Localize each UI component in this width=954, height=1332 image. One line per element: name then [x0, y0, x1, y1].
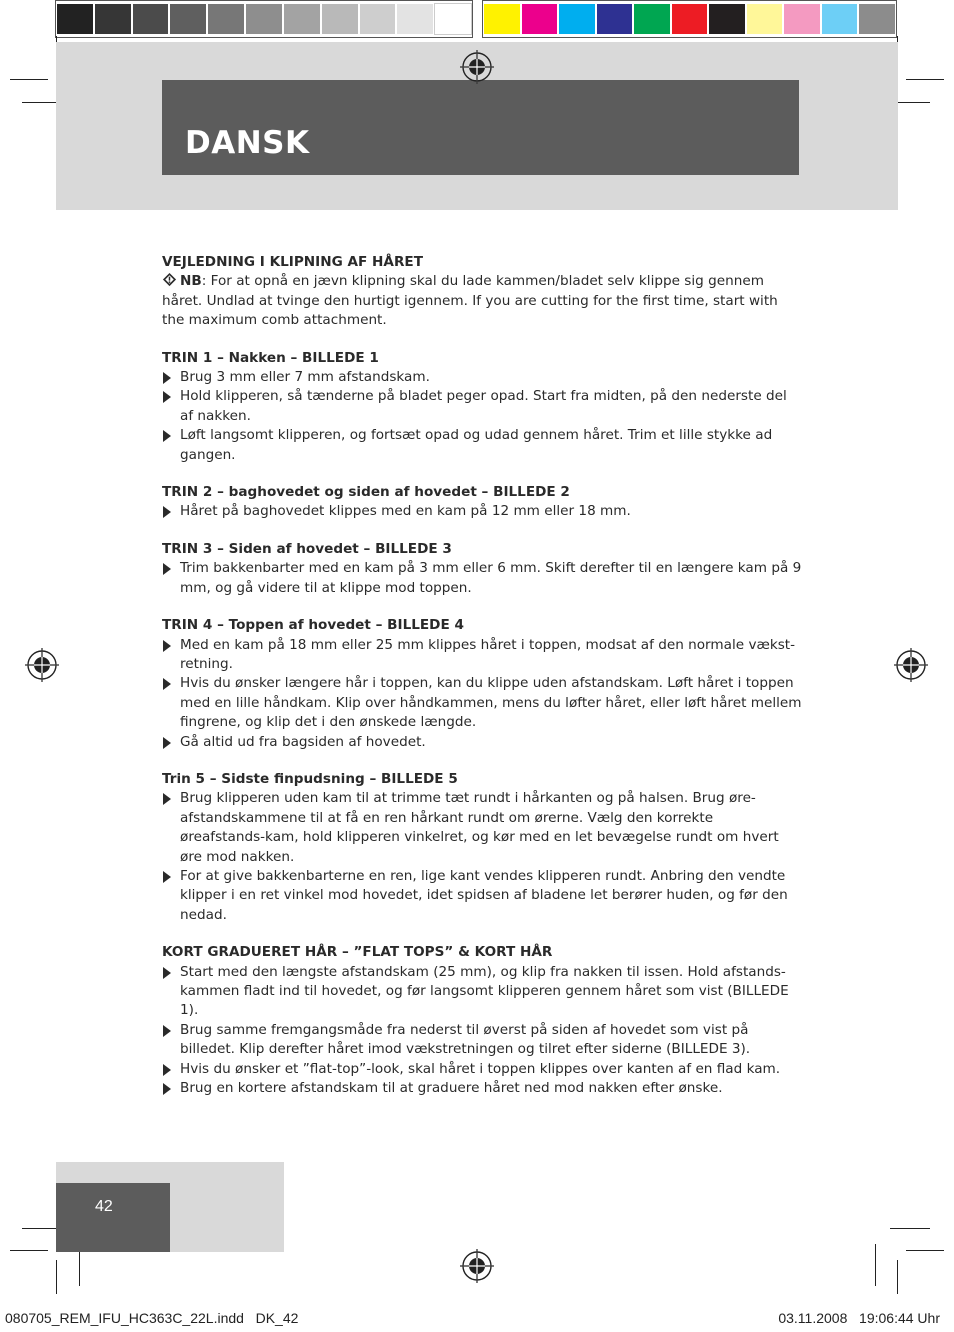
list-item-text: Hvis du ønsker et ”flat-top”-look, skal håret i toppen klippes over kanten af en flad kam.	[180, 1060, 781, 1077]
list-item	[162, 733, 802, 752]
section-step-1	[162, 349, 802, 465]
bullet-arrow-icon	[163, 372, 171, 384]
section-heading: KORT GRADUERET HÅR – ”FLAT TOPS” & KORT HÅR	[162, 944, 553, 961]
section-guide	[162, 253, 802, 331]
color-swatch	[859, 4, 895, 34]
list-item-text: Med en kam på 18 mm eller 25 mm klippes håret i toppen, modsat af den normale vækst-retning.	[180, 636, 796, 672]
color-swatch	[634, 4, 670, 34]
list-item	[162, 674, 802, 732]
crop-mark	[56, 1260, 57, 1294]
list-item	[162, 789, 802, 867]
footer-timestamp: 03.11.2008 19:06:44 Uhr	[778, 1310, 940, 1326]
bullet-arrow-icon	[163, 1025, 171, 1037]
registration-mark-icon	[894, 648, 928, 682]
color-swatch	[597, 4, 633, 34]
list-item	[162, 1021, 802, 1060]
list-item	[162, 426, 802, 465]
registration-mark-icon	[460, 50, 494, 84]
section-flat-tops	[162, 943, 802, 1098]
bullet-arrow-icon	[163, 563, 171, 575]
color-swatch	[484, 4, 520, 34]
color-swatch	[133, 4, 169, 34]
color-swatch	[57, 4, 93, 34]
section-step-2	[162, 483, 802, 522]
list-item-text: Hold klipperen, så tænderne på bladet peger opad. Start fra midten, på den nederste del af nakken.	[180, 388, 787, 424]
section-heading: VEJLEDNING I KLIPNING AF HÅRET	[162, 254, 423, 270]
section-heading: TRIN 1 – Nakken – BILLEDE 1	[162, 349, 379, 366]
color-swatch	[284, 4, 320, 34]
section-step-5	[162, 770, 802, 925]
bullet-arrow-icon	[163, 1083, 171, 1095]
list-item-text: For at give bakkenbarterne en ren, lige kant vendes klipperen rundt. Anbring den vendte klipper i en ret vinkel mod hovedet, idet spidsen af bladene let berører huden, og før den nedad.	[180, 867, 788, 923]
color-swatch	[397, 4, 433, 34]
warning-icon	[162, 272, 177, 287]
instructions-content	[162, 253, 802, 1116]
bullet-arrow-icon	[163, 430, 171, 442]
list-item	[162, 1079, 802, 1098]
crop-mark	[897, 1260, 898, 1294]
bullet-arrow-icon	[163, 391, 171, 403]
color-swatch	[522, 4, 558, 34]
section-step-3	[162, 540, 802, 598]
page-number-box	[56, 1183, 170, 1252]
bullet-arrow-icon	[163, 967, 171, 979]
crop-mark	[10, 1250, 48, 1251]
list-item-text: Trim bakkenbarter med en kam på 3 mm eller 6 mm. Skift derefter til en længere kam på 9 mm, og gå videre til at klippe mod toppen.	[180, 560, 802, 596]
color-swatch	[747, 4, 783, 34]
color-swatch	[435, 4, 471, 34]
note-text: : For at opnå en jævn klipning skal du lade kammen/bladet selv klippe sig gennem håret. Undlad at tvinge den hurtigt igennem. If you are cutting for the first time, start with the maximum comb attachment.	[162, 273, 778, 329]
note-paragraph	[162, 272, 802, 330]
crop-mark	[875, 1244, 876, 1286]
color-swatch	[208, 4, 244, 34]
list-item	[162, 636, 802, 675]
list-item-text: Hvis du ønsker længere hår i toppen, kan du klippe uden afstandskam. Løft håret i toppen med en lille håndkam. Klip over håndkammen, mens du løfter håret, eller løft håret mellem fingrene, og klip det i den ønskede længde.	[180, 675, 802, 731]
section-heading: TRIN 3 – Siden af hovedet – BILLEDE 3	[162, 540, 452, 557]
list-item-text: Brug klipperen uden kam til at trimme tæt rundt i hårkanten og på halsen. Brug øre-afstandskammene til at få en ren hårkant rundt om ørerne. Vælg den korrekte øreafstands-kam, hold klipperen vinkelret, og kør med en let bevægelse rundt om hvert øre mod nakken.	[180, 790, 779, 865]
color-swatch	[95, 4, 131, 34]
registration-mark-icon	[460, 1249, 494, 1283]
list-item	[162, 867, 802, 925]
bullet-arrow-icon	[163, 737, 171, 749]
color-swatch	[822, 4, 858, 34]
crop-mark	[906, 1250, 944, 1251]
list-item-text: Brug 3 mm eller 7 mm afstandskam.	[180, 369, 430, 386]
list-item	[162, 502, 802, 521]
section-heading: TRIN 4 – Toppen af hovedet – BILLEDE 4	[162, 617, 464, 634]
crop-mark	[906, 79, 944, 80]
list-item-text: Brug en kortere afstandskam til at graduere håret ned mod nakken efter ønske.	[180, 1080, 723, 1097]
page-title: DANSK	[185, 125, 310, 161]
color-swatch	[709, 4, 745, 34]
list-item	[162, 1060, 802, 1079]
section-step-4	[162, 616, 802, 752]
registration-mark-icon	[25, 648, 59, 682]
bullet-arrow-icon	[163, 506, 171, 518]
list-item	[162, 963, 802, 1021]
color-swatch	[246, 4, 282, 34]
list-item	[162, 559, 802, 598]
grayscale-color-bar	[55, 0, 473, 38]
note-label: NB	[180, 273, 202, 290]
bullet-arrow-icon	[163, 871, 171, 883]
process-color-bar	[482, 0, 897, 38]
crop-mark	[890, 1228, 930, 1229]
bullet-arrow-icon	[163, 678, 171, 690]
crop-mark	[10, 79, 48, 80]
list-item-text: Løft langsomt klipperen, og fortsæt opad og udad gennem håret. Trim et lille stykke ad gangen.	[180, 427, 773, 463]
color-swatch	[170, 4, 206, 34]
list-item-text: Gå altid ud fra bagsiden af hovedet.	[180, 733, 426, 750]
section-heading: TRIN 2 – baghovedet og siden af hovedet – BILLEDE 2	[162, 484, 570, 501]
section-heading: Trin 5 – Sidste finpudsning – BILLEDE 5	[162, 770, 458, 787]
list-item	[162, 368, 802, 387]
list-item-text: Start med den længste afstandskam (25 mm), og klip fra nakken til issen. Hold afstands-kammen fladt ind til hovedet, og før langsomt klipperen gennem håret som vist (BILLEDE 1).	[180, 963, 789, 1019]
bullet-arrow-icon	[163, 640, 171, 652]
color-swatch	[672, 4, 708, 34]
footer-filename: 080705_REM_IFU_HC363C_22L.indd DK_42	[5, 1310, 299, 1326]
color-swatch	[559, 4, 595, 34]
list-item-text: Håret på baghovedet klippes med en kam på 12 mm eller 18 mm.	[180, 503, 631, 520]
bullet-arrow-icon	[163, 1064, 171, 1076]
color-swatch	[322, 4, 358, 34]
bullet-arrow-icon	[163, 793, 171, 805]
color-swatch	[360, 4, 396, 34]
list-item-text: Brug samme fremgangsmåde fra nederst til øverst på siden af hovedet som vist på billedet. Klip derefter håret imod vækstretningen og tilret efter siderne (BILLEDE 3).	[180, 1021, 751, 1058]
page-number: 42	[95, 1198, 113, 1215]
color-swatch	[784, 4, 820, 34]
list-item	[162, 387, 802, 426]
